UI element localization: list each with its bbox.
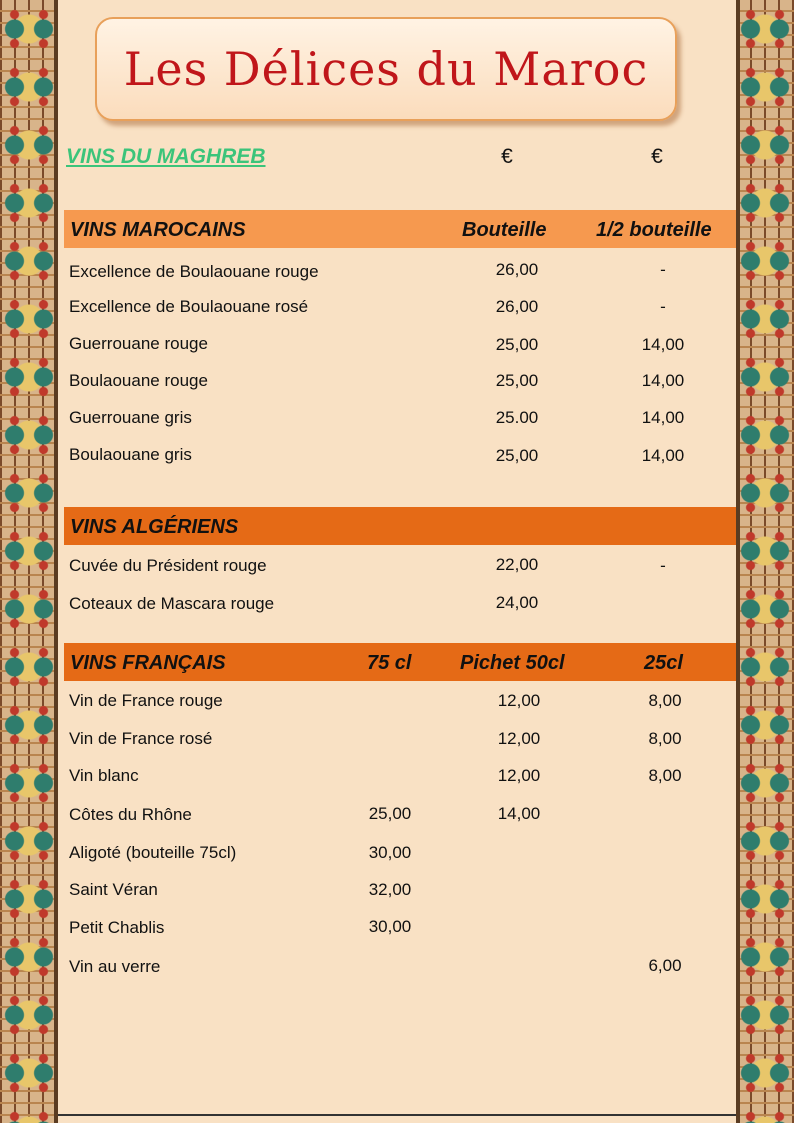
wine-name: Boulaouane gris: [69, 445, 192, 464]
wine-name: Petit Chablis: [69, 918, 165, 937]
price-pichet-50cl: 12,00: [497, 766, 541, 785]
footer-divider: [58, 1114, 736, 1116]
section-header-vins-marocains: [64, 210, 736, 248]
section-title: VINS ALGÉRIENS: [70, 516, 239, 538]
decorative-border-right: [736, 0, 794, 1123]
section-title: VINS FRANÇAIS: [70, 652, 226, 674]
price-pichet-50cl: 12,00: [497, 729, 541, 748]
price-25cl: 8,00: [648, 729, 682, 748]
wine-name: Vin de France rosé: [69, 729, 213, 748]
price-75cl: 30,00: [368, 843, 412, 862]
price-demi-bouteille: 14,00: [641, 371, 685, 390]
section-header-vins-algeriens: [64, 507, 736, 545]
price-bouteille: 25,00: [495, 446, 539, 465]
price-pichet-50cl: 14,00: [497, 804, 541, 823]
price-bouteille: 26,00: [495, 260, 539, 279]
price-75cl: 25,00: [368, 804, 412, 823]
price-bouteille: 25,00: [495, 371, 539, 390]
wine-name: Vin blanc: [69, 766, 139, 785]
wine-name: Coteaux de Mascara rouge: [69, 594, 275, 613]
column-header: 75 cl: [367, 652, 412, 674]
wine-name: Vin au verre: [69, 957, 161, 976]
wine-name: Boulaouane rouge: [69, 371, 208, 390]
price-bouteille: 26,00: [495, 297, 539, 316]
wine-name: Guerrouane gris: [69, 408, 192, 427]
wine-name: Côtes du Rhône: [69, 805, 192, 824]
currency-symbol: €: [501, 145, 513, 168]
wine-name: Excellence de Boulaouane rosé: [69, 297, 309, 316]
title-banner: [95, 17, 677, 121]
price-demi-bouteille: -: [660, 260, 666, 279]
price-75cl: 30,00: [368, 917, 412, 936]
price-demi-bouteille: 14,00: [641, 408, 685, 427]
decorative-border-left: [0, 0, 58, 1123]
column-header: 25cl: [644, 652, 683, 674]
wine-name: Vin de France rouge: [69, 691, 223, 710]
price-demi-bouteille: -: [660, 297, 666, 316]
section-title: VINS MAROCAINS: [70, 219, 246, 241]
column-header: Bouteille: [462, 219, 547, 241]
restaurant-title: Les Délices du Maroc: [123, 42, 649, 96]
price-bouteille: 25.00: [495, 408, 539, 427]
price-demi-bouteille: 14,00: [641, 335, 685, 354]
price-demi-bouteille: -: [660, 556, 666, 575]
wine-name: Guerrouane rouge: [69, 334, 208, 353]
price-demi-bouteille: 14,00: [641, 446, 685, 465]
price-25cl: 6,00: [648, 956, 682, 975]
wine-name: Excellence de Boulaouane rouge: [69, 262, 319, 281]
price-25cl: 8,00: [648, 691, 682, 710]
wine-name: Saint Véran: [69, 880, 158, 899]
wine-name: Cuvée du Président rouge: [69, 556, 267, 575]
column-header: 1/2 bouteille: [596, 219, 712, 241]
column-header: Pichet 50cl: [460, 652, 565, 674]
price-bouteille: 25,00: [495, 335, 539, 354]
price-75cl: 32,00: [368, 880, 412, 899]
wine-list-heading[interactable]: VINS DU MAGHREB: [66, 145, 266, 168]
price-bouteille: 24,00: [495, 593, 539, 612]
price-25cl: 8,00: [648, 766, 682, 785]
price-pichet-50cl: 12,00: [497, 691, 541, 710]
price-bouteille: 22,00: [495, 555, 539, 574]
section-header-vins-francais: [64, 643, 736, 681]
currency-symbol: €: [651, 145, 663, 168]
wine-name: Aligoté (bouteille 75cl): [69, 843, 237, 862]
